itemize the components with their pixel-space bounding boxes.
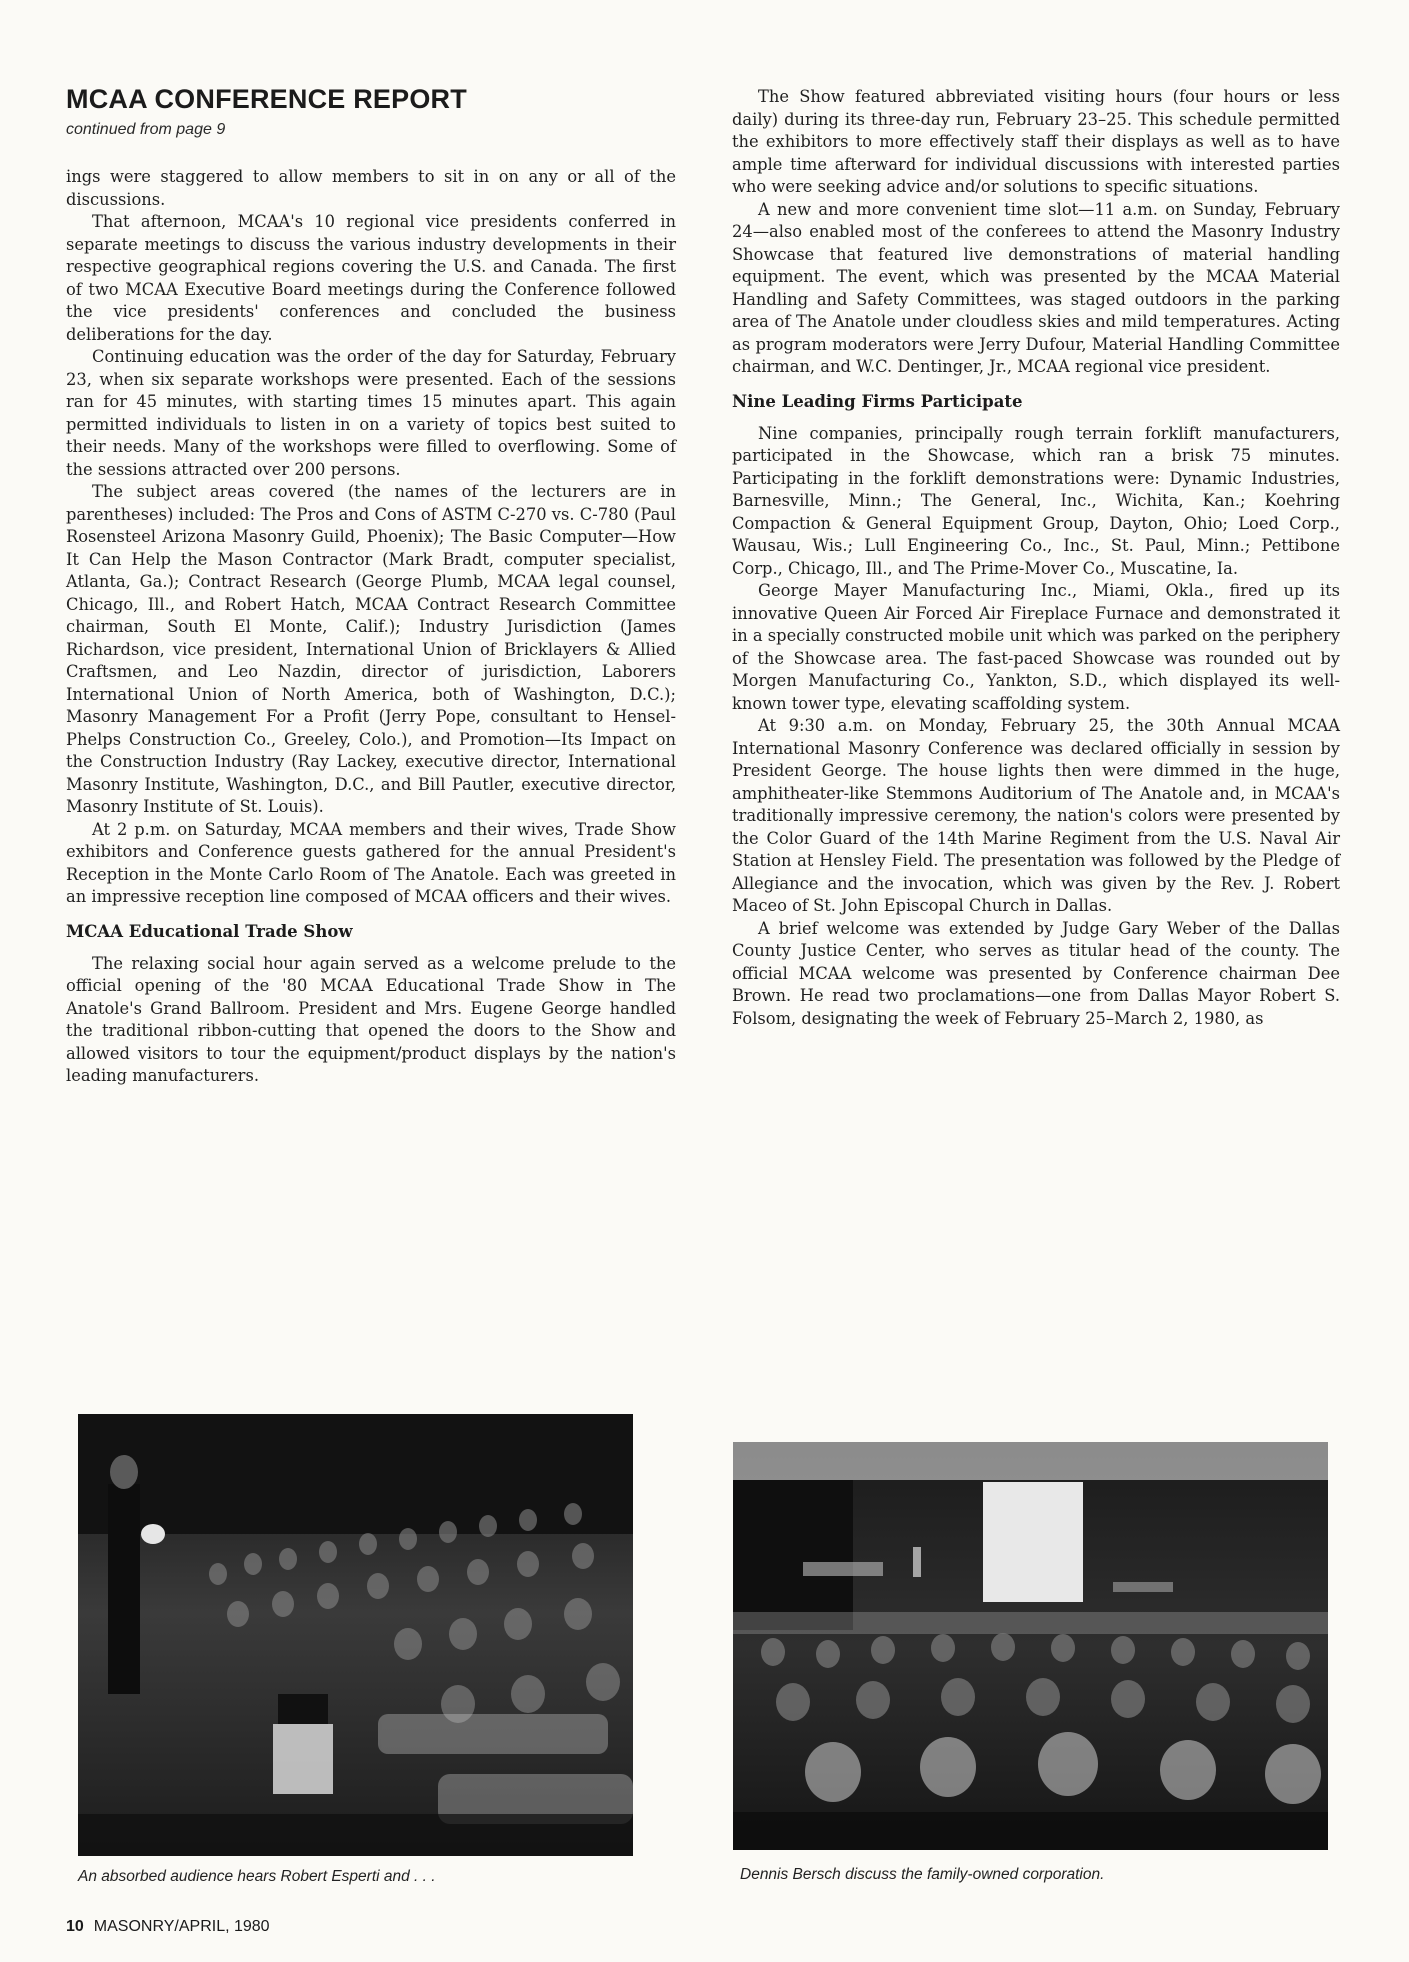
paragraph: Nine companies, principally rough terrain forklift manufacturers, participated in the Showcase, which ran a brisk 75 minutes. Participating in the forklift demonstrations were: Dynamic Industries, Barnesville, Minn.; The General, Inc., Wichita, Kan.; Koehring Compaction & General Equipment Group, Dayton, Ohio; Loed Corp., Wausau, Wis.; Lull Engineering Co., Inc., St. Paul, Minn.; Pettibone Corp., Chicago, Ill., and The Prime-Mover Co., Muscatine, Ia. <box>732 423 1340 578</box>
section-heading: Nine Leading Firms Participate <box>732 391 1023 411</box>
publication-line: MASONRY/APRIL, 1980 <box>93 1918 270 1935</box>
page-number: 10 <box>66 1918 84 1935</box>
page-footer <box>66 1918 270 1936</box>
right-photo-caption: Dennis Bersch discuss the family-owned corporation. <box>740 1866 1105 1883</box>
paragraph: At 9:30 a.m. on Monday, February 25, the 30th Annual MCAA International Masonry Conference was declared officially in session by President George. The house lights then were dimmed in the huge, amphitheater-like Stemmons Auditorium of The Anatole and, in MCAA's traditionally impressive ceremony, the nation's colors were presented by the Color Guard of the 14th Marine Regiment from the U.S. Naval Air Station at Hensley Field. The presentation was followed by the Pledge of Allegiance and the invocation, which was given by the Rev. J. Robert Maceo of St. John Episcopal Church in Dallas. <box>732 716 1340 915</box>
paragraph: The subject areas covered (the names of the lecturers are in parentheses) included: The Pros and Cons of ASTM C-270 vs. C-780 (Paul Rosensteel Arizona Masonry Guild, Phoenix); The Basic Computer—How It Can Help the Mason Contractor (Mark Bradt, computer specialist, Atlanta, Ga.); Contract Research (George Plumb, MCAA legal counsel, Chicago, Ill., and Robert Hatch, MCAA Contract Research Committee chairman, South El Monte, Calif.); Industry Jurisdiction (James Richardson, vice president, International Union of Bricklayers & Allied Craftsmen, and Leo Nazdin, director of jurisdiction, Laborers International Union of North America, both of Washington, D.C.); Masonry Management For a Profit (Jerry Pope, consultant to Hensel-Phelps Construction Co., Greeley, Colo.), and Promotion—Its Impact on the Construction Industry (Ray Lackey, executive director, International Masonry Institute, Washington, D.C., and Bill Pautler, executive director, Masonry Institute of St. Louis). <box>66 482 676 816</box>
continued-note: continued from page 9 <box>66 121 226 138</box>
paragraph: George Mayer Manufacturing Inc., Miami, Okla., fired up its innovative Queen Air Forced Air Fireplace Furnace and demonstrated it in a specially constructed mobile unit which was parked on the periphery of the Showcase area. The fast-paced Showcase was rounded out by Morgen Manufacturing Co., Yankton, S.D., which displayed its well-known tower type, elevating scaffolding system. <box>732 581 1340 713</box>
left-article-text <box>66 166 676 1088</box>
right-article-text <box>732 86 1340 1030</box>
audience-photo <box>78 1414 633 1856</box>
paragraph: That afternoon, MCAA's 10 regional vice presidents conferred in separate meetings to discuss the various industry developments in their respective geographical regions covering the U.S. and Canada. The first of two MCAA Executive Board meetings during the Conference followed the vice presidents' conferences and concluded the business deliberations for the day. <box>66 212 676 344</box>
paragraph: The Show featured abbreviated visiting hours (four hours or less daily) during its three-day run, February 23–25. This schedule permitted the exhibitors to more effectively staff their displays as well as to have ample time afterward for individual discussions with interested parties who were seeking advice and/or solutions to specific situations. <box>732 87 1340 196</box>
paragraph: A brief welcome was extended by Judge Gary Weber of the Dallas County Justice Center, who serves as titular head of the county. The official MCAA welcome was presented by Conference chairman Dee Brown. He read two proclamations—one from Dallas Mayor Robert S. Folsom, designating the week of February 25–March 2, 1980, as <box>732 918 1340 1028</box>
paragraph: The relaxing social hour again served as a welcome prelude to the official opening of the '80 MCAA Educational Trade Show in The Anatole's Grand Ballroom. President and Mrs. Eugene George handled the traditional ribbon-cutting that opened the doors to the Show and allowed visitors to tour the equipment/product displays by the nation's leading manufacturers. <box>66 953 676 1085</box>
section-heading: MCAA Educational Trade Show <box>66 921 353 941</box>
paragraph: ings were staggered to allow members to sit in on any or all of the discussions. <box>66 167 676 209</box>
paragraph: Continuing education was the order of the day for Saturday, February 23, when six separate workshops were presented. Each of the sessions ran for 45 minutes, with starting times 15 minutes apart. This again permitted individuals to listen in on a variety of topics best suited to their needs. Many of the workshops were filled to overflowing. Some of the sessions attracted over 200 persons. <box>66 347 676 479</box>
paragraph: A new and more convenient time slot—11 a.m. on Sunday, February 24—also enabled most of the conferees to attend the Masonry Industry Showcase that featured live demonstrations of material handling equipment. The event, which was presented by the MCAA Material Handling and Safety Committees, was staged outdoors in the parking area of The Anatole under cloudless skies and mild temperatures. Acting as program moderators were Jerry Dufour, Material Handling Committee chairman, and W.C. Dentinger, Jr., MCAA regional vice president. <box>732 199 1340 376</box>
auditorium-photo <box>733 1442 1328 1850</box>
paragraph: At 2 p.m. on Saturday, MCAA members and their wives, Trade Show exhibitors and Conference guests gathered for the annual President's Reception in the Monte Carlo Room of The Anatole. Each was greeted in an impressive reception line composed of MCAA officers and their wives. <box>66 819 676 906</box>
report-title: MCAA CONFERENCE REPORT <box>66 84 467 114</box>
left-photo-caption: An absorbed audience hears Robert Esperti and . . . <box>78 1868 436 1885</box>
